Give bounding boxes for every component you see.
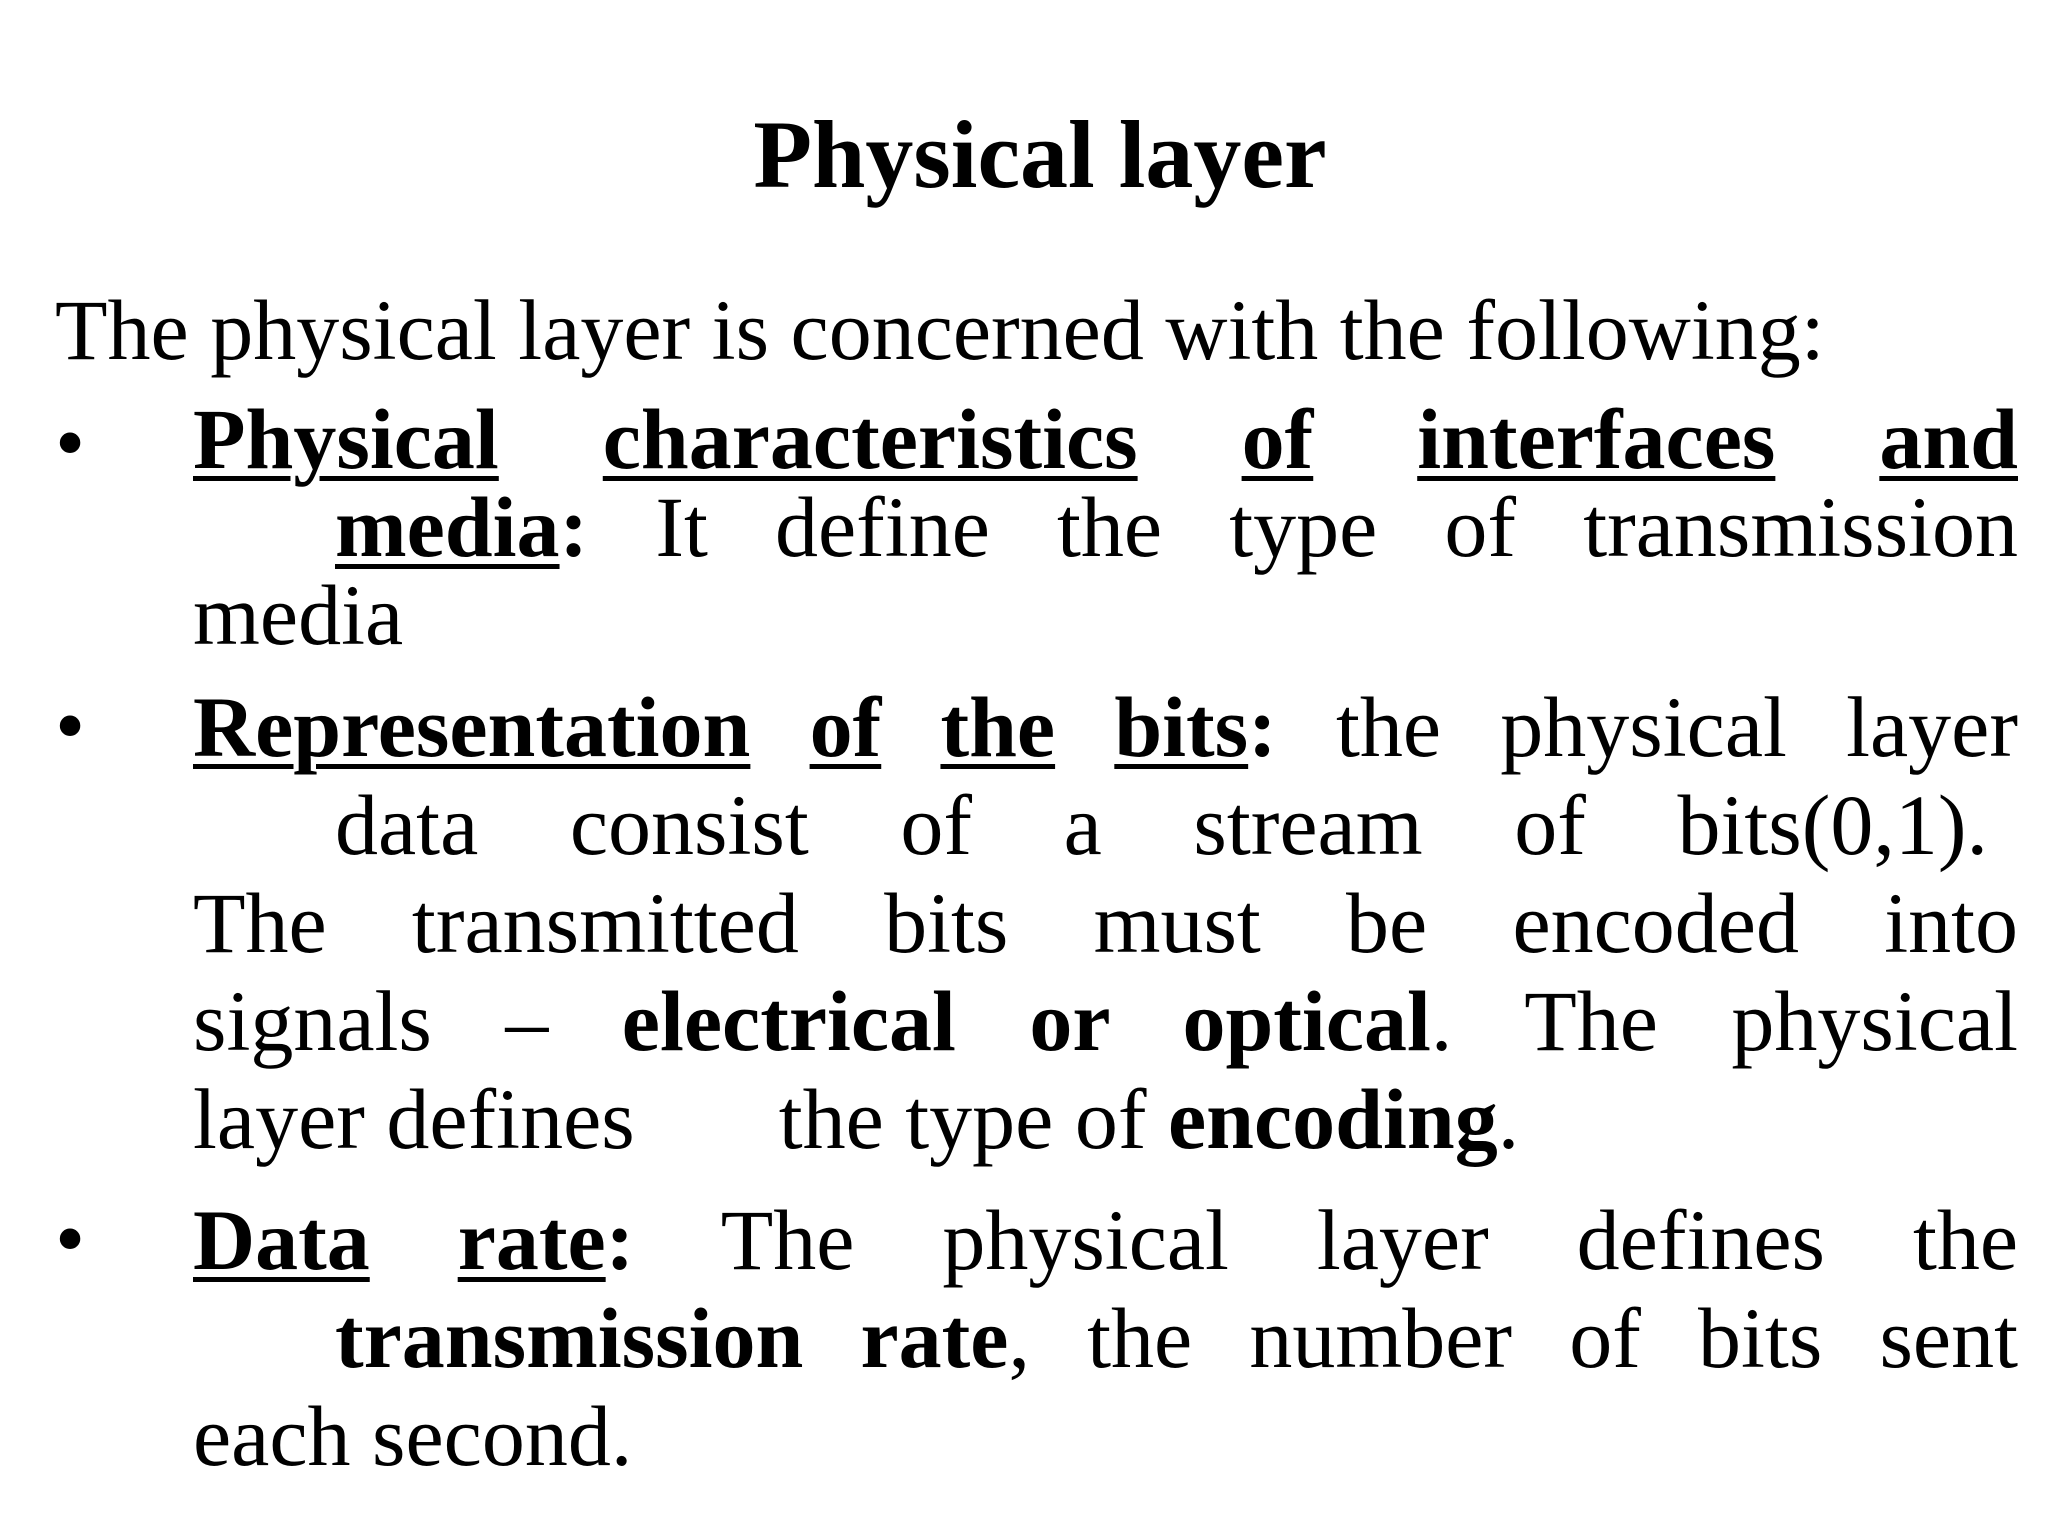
item3-line2-bold: transmission rate	[335, 1290, 1009, 1386]
item2-line5-post: .	[1497, 1071, 1520, 1167]
item1-line2-text: It define the type of transmission	[655, 479, 2018, 575]
item2-line5-mid: the type of	[778, 1071, 1147, 1167]
item3-line1-text: The physical layer defines the	[720, 1192, 2019, 1288]
item1-colon: :	[559, 479, 589, 575]
item2-line4-pre: signals –	[193, 973, 549, 1069]
item3-line3: each second.	[193, 1388, 633, 1484]
item2-line4	[193, 972, 2018, 1070]
item3-heading-word: Data	[193, 1192, 370, 1288]
item3-line2-post: , the number of bits sent	[1008, 1290, 2018, 1386]
item1-heading-word: characteristics	[602, 391, 1138, 487]
item2-line1	[193, 678, 2018, 776]
item1-heading-word: Physical	[193, 391, 499, 487]
item1-heading-word: and	[1879, 391, 2018, 487]
item2-line3: The transmitted bits must be encoded into	[193, 875, 2018, 971]
item2-line1-text: the physical layer	[1336, 679, 2018, 775]
item3-colon: :	[605, 1192, 635, 1288]
intro-text: The physical layer is concerned with the following:	[55, 282, 1825, 378]
item2-line5	[193, 1070, 2018, 1168]
item3-heading-word: rate	[457, 1192, 606, 1288]
item2-line4-post: . The physical	[1430, 973, 2018, 1069]
item2-line5-pre: layer defines	[193, 1071, 635, 1167]
item2-line5-bold: encoding	[1168, 1071, 1498, 1167]
list-item-representation-of-bits	[193, 678, 2018, 1168]
bullet-icon: •	[55, 1190, 86, 1286]
item1-line2	[193, 479, 2018, 575]
list-item-data-rate	[193, 1191, 2018, 1485]
item2-heading-word: of	[809, 679, 882, 775]
bullet-icon: •	[55, 677, 86, 773]
item2-heading-word: Representation	[193, 679, 751, 775]
item1-line1	[193, 391, 2018, 487]
item2-colon: :	[1248, 679, 1277, 775]
item1-heading-word: interfaces	[1417, 391, 1776, 487]
list-item-physical-characteristics	[193, 391, 2018, 663]
item2-heading-word: bits	[1114, 679, 1249, 775]
item3-line1	[193, 1191, 2018, 1289]
slide-title: Physical layer	[753, 101, 1327, 208]
item2-heading-word: the	[940, 679, 1056, 775]
item2-line4-bold: electrical or optical	[621, 973, 1431, 1069]
item1-heading-tail: media	[335, 479, 560, 575]
item3-line2	[193, 1289, 2018, 1387]
item1-line3: media	[193, 567, 404, 663]
item1-heading-word: of	[1241, 391, 1314, 487]
bullet-icon: •	[55, 394, 86, 490]
item2-line2: data consist of a stream of bits(0,1).	[335, 777, 1988, 873]
